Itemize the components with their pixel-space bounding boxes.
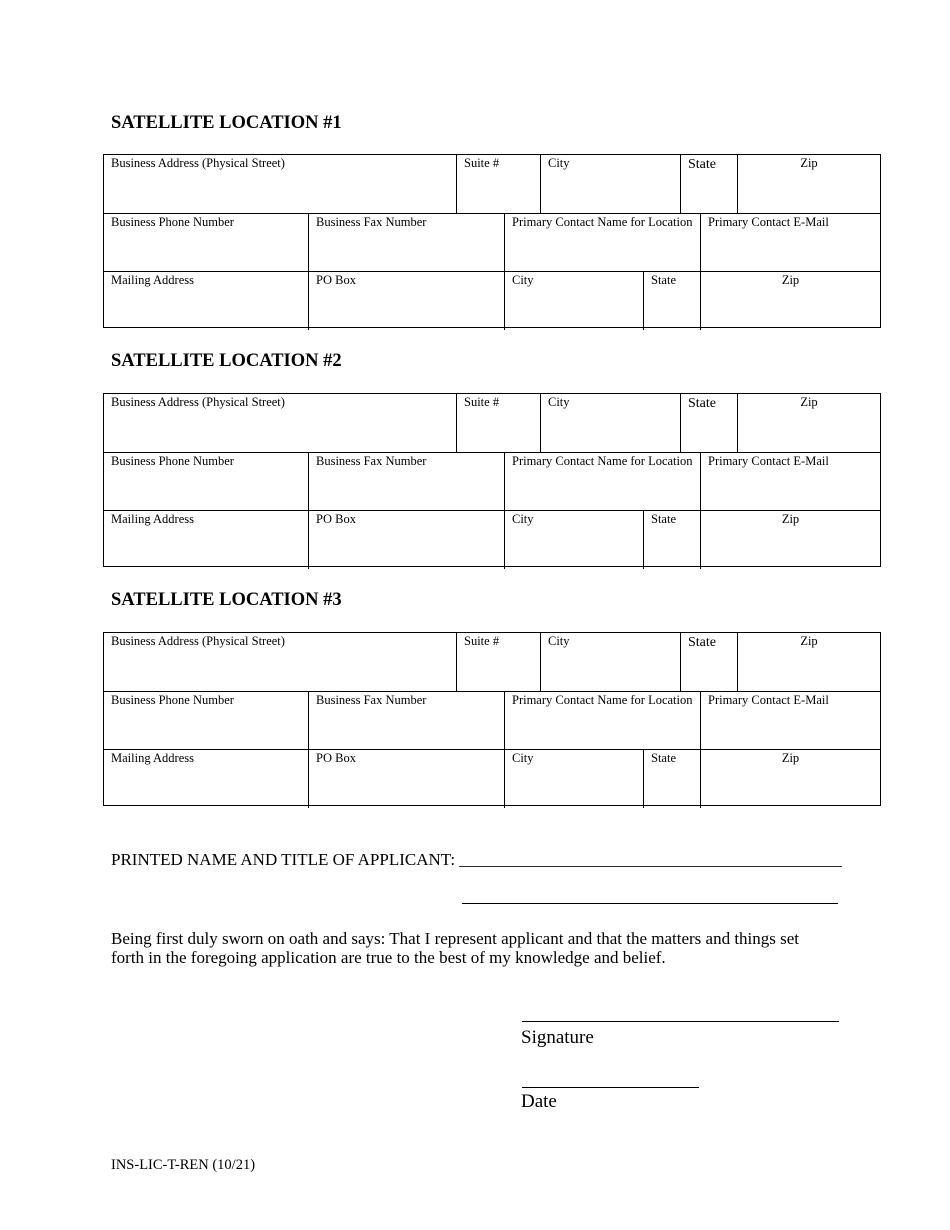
applicant-title-blank-line[interactable] [462,903,838,904]
location-1-contact-row [104,213,880,272]
location-2-address-field[interactable]: Business Address (Physical Street) [111,395,285,409]
location-2-state-field[interactable]: State [680,394,737,452]
location-1-suite-field[interactable]: Suite # [456,155,540,213]
location-1-address-row [104,155,880,213]
location-3-table [103,632,881,806]
location-2-zip-field[interactable]: Zip [737,394,880,452]
location-2-table [103,393,881,567]
location-2-mailing-city-field[interactable]: City [504,511,643,569]
location-3-mailing-city-field[interactable]: City [504,750,643,808]
location-1-phone-field[interactable]: Business Phone Number [111,215,234,229]
location-2-fax-field[interactable]: Business Fax Number [308,453,504,511]
form-code: INS-LIC-T-REN (10/21) [111,1157,256,1173]
location-2-mailing-row [104,510,880,569]
signature-line[interactable] [522,1021,839,1022]
location-3-mailing-zip-field[interactable]: Zip [700,750,880,808]
location-1-state-field[interactable]: State [680,155,737,213]
location-2-contact-name-field[interactable]: Primary Contact Name for Location [504,453,700,511]
location-1-contact-email-field[interactable]: Primary Contact E-Mail [700,214,880,272]
location-3-suite-field[interactable]: Suite # [456,633,540,691]
applicant-name-line [111,850,842,870]
oath-statement: Being first duly sworn on oath and says: That I represent applicant and that the matters and things set forth in the foregoing application are true to the best of my knowledge and belief. [111,929,800,967]
location-2-city-field[interactable]: City [540,394,680,452]
location-1-pobox-field[interactable]: PO Box [308,272,504,330]
date-line[interactable] [522,1087,699,1088]
location-1-mailing-state-field[interactable]: State [643,272,700,330]
location-2-mailing-zip-field[interactable]: Zip [700,511,880,569]
location-1-mailing-city-field[interactable]: City [504,272,643,330]
location-3-mailing-row [104,749,880,808]
location-2-heading: SATELLITE LOCATION #2 [111,351,342,371]
location-3-contact-row [104,691,880,750]
signature-label: Signature [521,1027,594,1048]
applicant-name-label: PRINTED NAME AND TITLE OF APPLICANT: [111,850,460,869]
location-3-city-field[interactable]: City [540,633,680,691]
location-2-address-row [104,394,880,452]
location-1-zip-field[interactable]: Zip [737,155,880,213]
location-2-contact-row [104,452,880,511]
location-3-address-row [104,633,880,691]
location-1-mailing-row [104,271,880,330]
location-3-fax-field[interactable]: Business Fax Number [308,692,504,750]
location-1-table [103,154,881,328]
location-3-phone-field[interactable]: Business Phone Number [111,693,234,707]
location-3-contact-name-field[interactable]: Primary Contact Name for Location [504,692,700,750]
location-3-pobox-field[interactable]: PO Box [308,750,504,808]
location-1-contact-name-field[interactable]: Primary Contact Name for Location [504,214,700,272]
location-3-address-field[interactable]: Business Address (Physical Street) [111,634,285,648]
date-label: Date [521,1091,557,1112]
location-3-zip-field[interactable]: Zip [737,633,880,691]
location-1-mailing-field[interactable]: Mailing Address [111,273,194,287]
location-1-address-field[interactable]: Business Address (Physical Street) [111,156,285,170]
location-1-city-field[interactable]: City [540,155,680,213]
location-2-suite-field[interactable]: Suite # [456,394,540,452]
location-2-contact-email-field[interactable]: Primary Contact E-Mail [700,453,880,511]
location-3-contact-email-field[interactable]: Primary Contact E-Mail [700,692,880,750]
location-1-heading: SATELLITE LOCATION #1 [111,113,342,133]
location-3-mailing-field[interactable]: Mailing Address [111,751,194,765]
location-2-phone-field[interactable]: Business Phone Number [111,454,234,468]
location-3-state-field[interactable]: State [680,633,737,691]
location-3-heading: SATELLITE LOCATION #3 [111,590,342,610]
location-3-mailing-state-field[interactable]: State [643,750,700,808]
applicant-name-blank[interactable]: _____________________________________________ [459,850,842,869]
location-1-mailing-zip-field[interactable]: Zip [700,272,880,330]
location-1-fax-field[interactable]: Business Fax Number [308,214,504,272]
location-2-pobox-field[interactable]: PO Box [308,511,504,569]
location-2-mailing-field[interactable]: Mailing Address [111,512,194,526]
location-2-mailing-state-field[interactable]: State [643,511,700,569]
